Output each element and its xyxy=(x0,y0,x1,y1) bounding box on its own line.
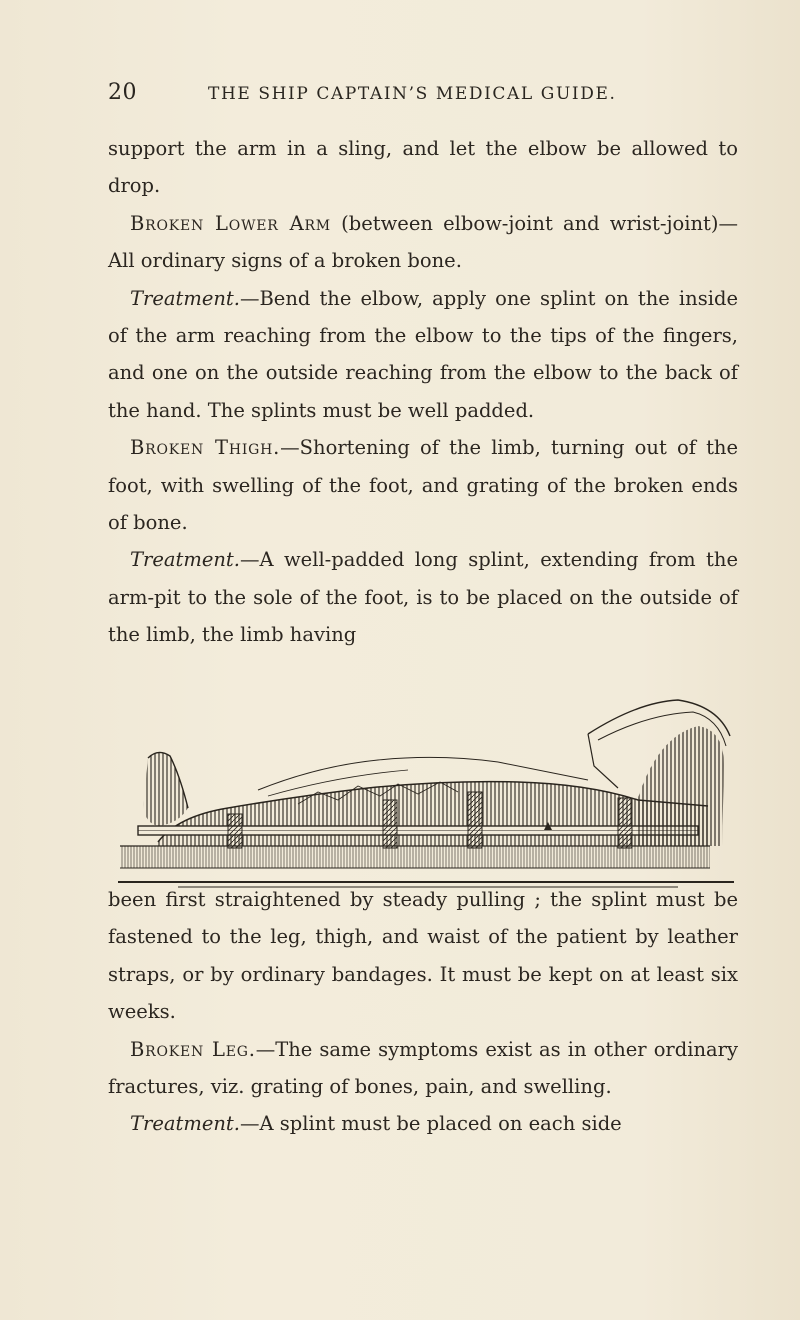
text-block-bottom xyxy=(108,881,738,1143)
treatment-label: Treatment. xyxy=(130,548,240,572)
paragraph-text: (between elbow-joint and wrist-joint)—All ordinary signs of a broken bone. xyxy=(108,211,738,273)
paragraph-text: —Shortening of the limb, turning out of the foot, with swelling of the foot, and grating of the broken ends of bone. xyxy=(108,436,739,535)
splint-illustration xyxy=(118,696,734,888)
paragraph-broken-lower-arm xyxy=(108,205,738,280)
paragraph-broken-thigh xyxy=(108,429,738,541)
page-number: 20 xyxy=(108,80,137,105)
text-block-top xyxy=(108,130,738,654)
paragraph-text: been first straightened by steady pulling ; the splint must be fastened to the leg, thigh, and waist of the patient by leather straps, or by ordinary bandages. It must be kept on at least six weeks. xyxy=(108,888,738,1024)
paragraph-treatment-leg xyxy=(108,1105,738,1142)
paragraph-text: support the arm in a sling, and let the elbow be allowed to drop. xyxy=(108,137,738,198)
section-heading-broken-thigh: Broken Thigh. xyxy=(130,436,281,460)
paragraph-text: —A splint must be placed on each side xyxy=(239,1112,622,1136)
treatment-label: Treatment. xyxy=(130,286,240,310)
paragraph-text: —Bend the elbow, apply one splint on the inside of the arm reaching from the elbow to the tips of the fingers, and one on the outside reaching from the elbow to the back of the hand. The splints must be well padded. xyxy=(108,286,738,422)
paragraph-treatment-arm xyxy=(108,280,738,430)
treatment-label: Treatment. xyxy=(130,1112,240,1136)
section-heading-broken-lower-arm: Broken Lower Arm xyxy=(130,211,331,235)
paragraph-text: —The same symptoms exist as in other ordinary fractures, viz. grating of bones, pain, and swelling. xyxy=(108,1037,738,1099)
paragraph-broken-leg xyxy=(108,1031,738,1106)
paragraph-continuation xyxy=(108,130,738,205)
running-head: THE SHIP CAPTAIN’S MEDICAL GUIDE. xyxy=(208,84,617,104)
section-heading-broken-leg: Broken Leg. xyxy=(130,1037,256,1061)
page-header xyxy=(108,80,748,110)
paragraph-continuation xyxy=(108,881,738,1031)
paragraph-text: —A well-padded long splint, extending from the arm-pit to the sole of the foot, is to be placed on the outside of the limb, the limb having xyxy=(108,548,738,647)
paragraph-treatment-thigh xyxy=(108,541,738,653)
